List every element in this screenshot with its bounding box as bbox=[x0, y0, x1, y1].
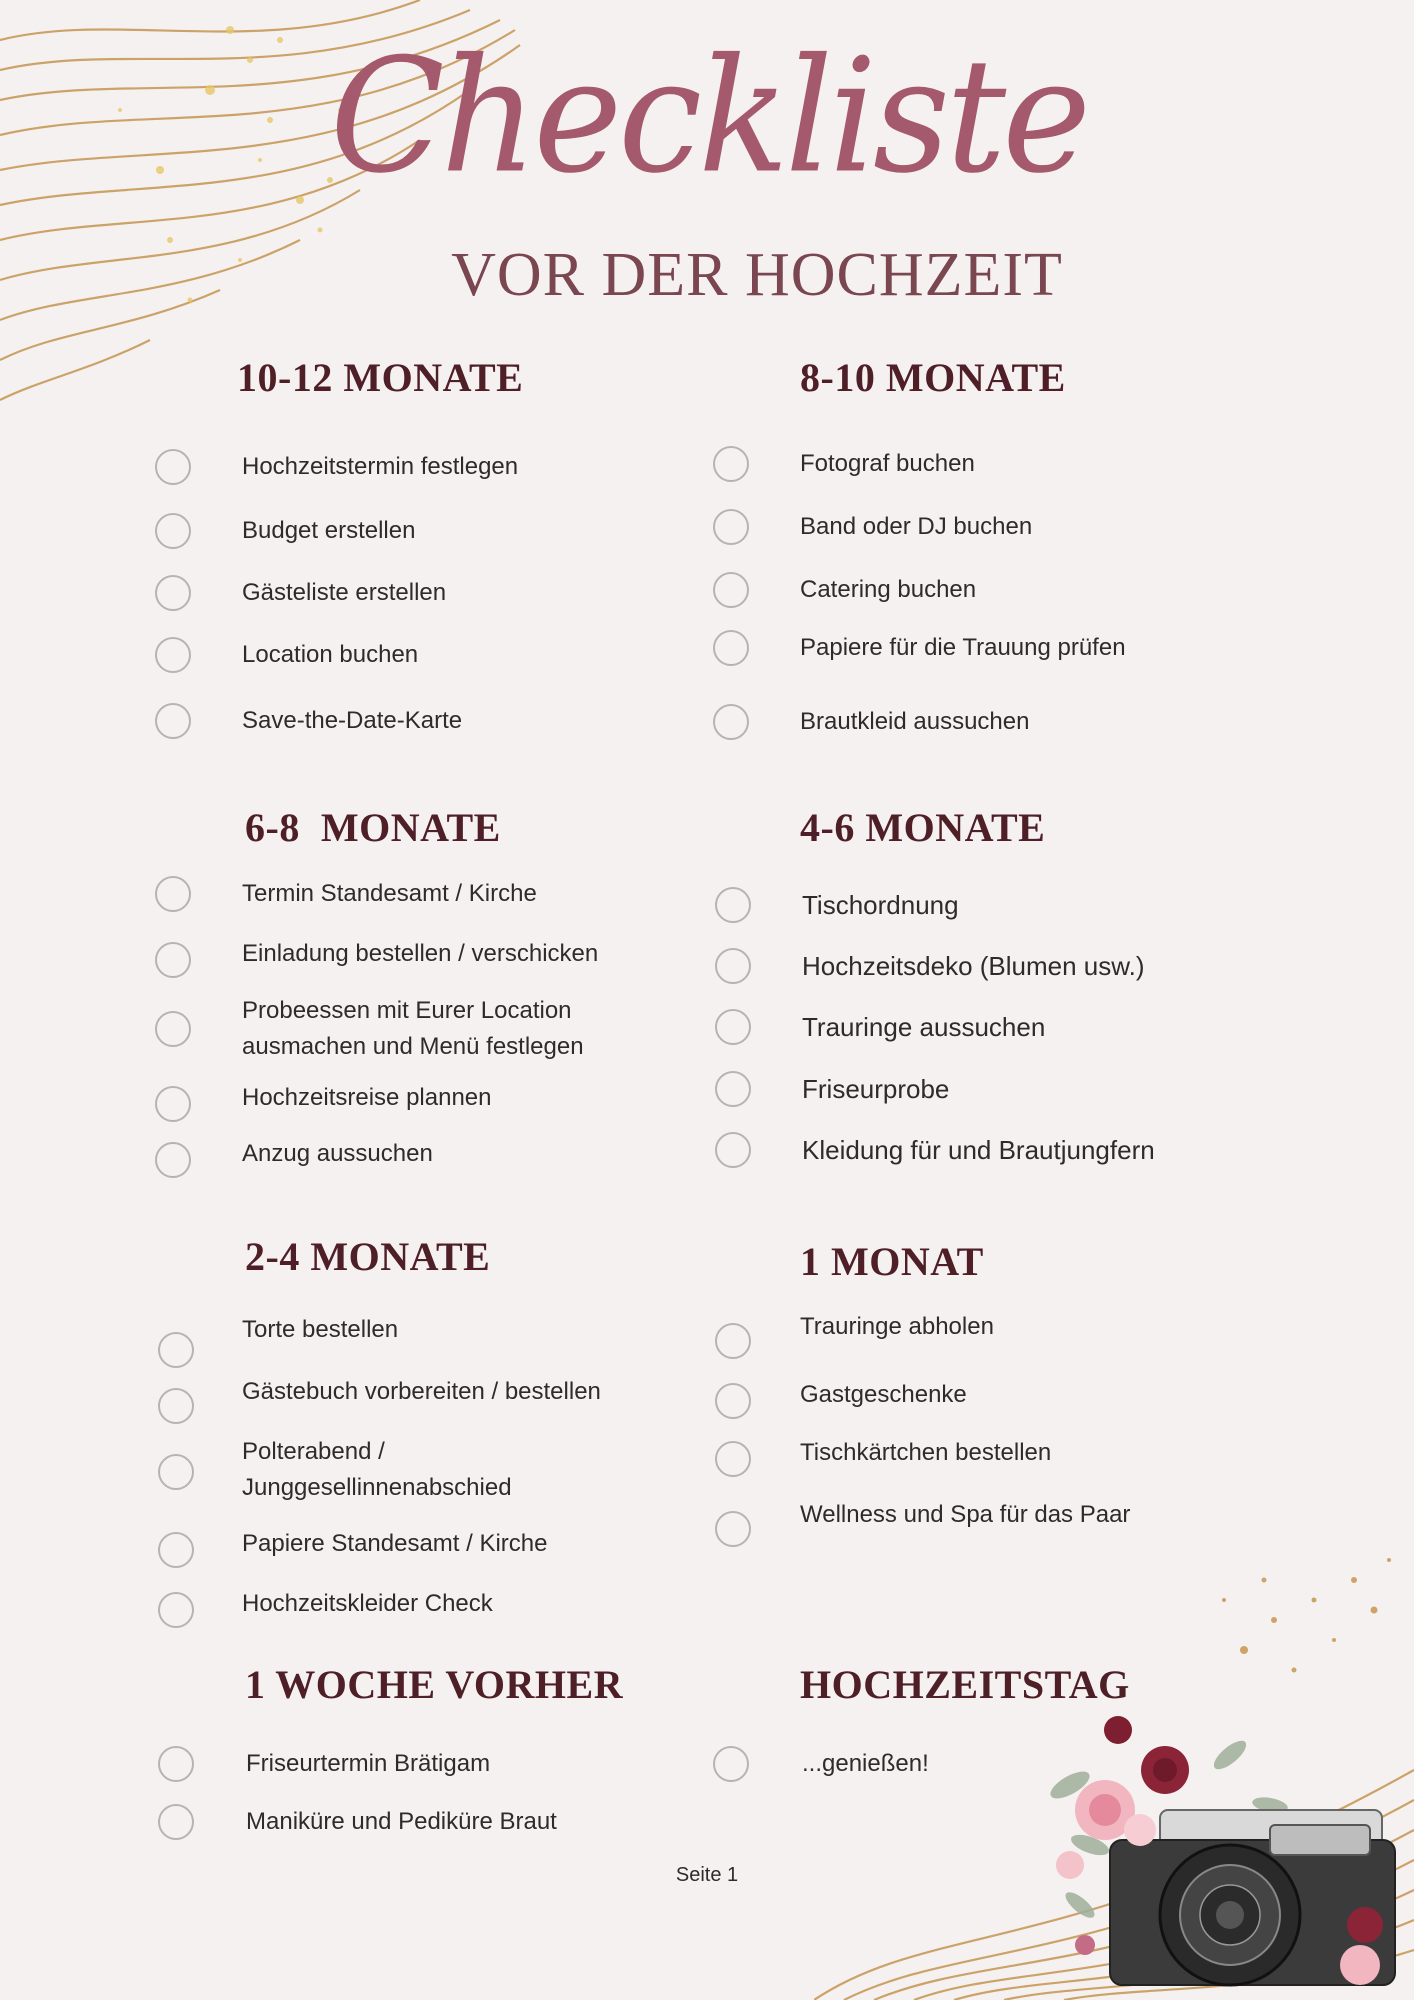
checklist-item[interactable] bbox=[158, 1530, 548, 1568]
item-label: Tischkärtchen bestellen bbox=[800, 1439, 1052, 1466]
section-1-monat bbox=[800, 1238, 984, 1285]
checklist-item[interactable] bbox=[713, 630, 1126, 666]
checklist-item[interactable] bbox=[155, 449, 519, 485]
checklist-item[interactable] bbox=[713, 446, 975, 482]
checkbox[interactable] bbox=[713, 1746, 749, 1782]
item-label: Kleidung für und Brautjungfern bbox=[802, 1135, 1155, 1165]
checklist-item[interactable] bbox=[155, 876, 537, 912]
checklist-item[interactable] bbox=[715, 1313, 994, 1359]
checklist-item[interactable] bbox=[155, 575, 447, 611]
page-title-script: Checkliste bbox=[330, 25, 1088, 209]
checkbox[interactable] bbox=[715, 1071, 751, 1107]
checkbox[interactable] bbox=[158, 1388, 194, 1424]
item-label: Band oder DJ buchen bbox=[800, 513, 1033, 540]
checkbox[interactable] bbox=[158, 1592, 194, 1628]
section-10-12-monate-items bbox=[155, 449, 675, 749]
checklist-item[interactable] bbox=[155, 997, 584, 1060]
item-label: Papiere für die Trauung prüfen bbox=[800, 634, 1126, 661]
checklist-item[interactable] bbox=[158, 1378, 601, 1424]
item-label: Friseurprobe bbox=[802, 1074, 950, 1104]
checkbox[interactable] bbox=[155, 1142, 191, 1178]
checkbox[interactable] bbox=[158, 1532, 194, 1568]
item-label: Anzug aussuchen bbox=[242, 1140, 433, 1167]
checklist-item[interactable] bbox=[158, 1804, 557, 1840]
section-8-10-monate bbox=[800, 354, 1066, 401]
checklist-item[interactable] bbox=[715, 1009, 1046, 1045]
checklist-item[interactable] bbox=[158, 1746, 491, 1782]
checkbox[interactable] bbox=[158, 1332, 194, 1368]
item-label: Tischordnung bbox=[802, 890, 959, 920]
item-label: Trauringe aussuchen bbox=[802, 1012, 1046, 1042]
checkbox[interactable] bbox=[155, 449, 191, 485]
checklist-item[interactable] bbox=[158, 1438, 512, 1501]
checklist-item[interactable] bbox=[158, 1316, 399, 1368]
checklist-item[interactable] bbox=[715, 1501, 1131, 1547]
checkbox[interactable] bbox=[715, 1511, 751, 1547]
item-label: Brautkleid aussuchen bbox=[800, 708, 1030, 735]
checkbox[interactable] bbox=[713, 509, 749, 545]
section-6-8-monate-items bbox=[155, 876, 715, 1196]
section-heading: 1 WOCHE VORHER bbox=[245, 1662, 624, 1707]
section-1-woche-vorher-items bbox=[158, 1746, 718, 1866]
section-10-12-monate bbox=[155, 354, 523, 401]
page-subtitle: VOR DER HOCHZEIT bbox=[451, 241, 1063, 309]
checklist-item[interactable] bbox=[713, 704, 1030, 740]
checklist-item[interactable] bbox=[715, 1439, 1052, 1477]
checklist-item[interactable] bbox=[715, 1381, 967, 1419]
section-8-10-monate-items bbox=[713, 446, 1273, 746]
section-1-monat-items bbox=[715, 1313, 1275, 1563]
checklist-item[interactable] bbox=[155, 703, 463, 739]
checkbox[interactable] bbox=[155, 942, 191, 978]
checkbox[interactable] bbox=[715, 1009, 751, 1045]
item-label: Polterabend / Junggesellinnenabschied bbox=[242, 1438, 512, 1501]
item-label: Trauringe abholen bbox=[800, 1313, 994, 1340]
checkbox[interactable] bbox=[158, 1804, 194, 1840]
page-number: Seite 1 bbox=[675, 1864, 739, 1886]
item-label: Hochzeitstermin festlegen bbox=[242, 453, 519, 480]
section-4-6-monate-items bbox=[715, 887, 1275, 1187]
checkbox[interactable] bbox=[715, 1323, 751, 1359]
item-label: Gästebuch vorbereiten / bestellen bbox=[242, 1378, 601, 1405]
item-label: Budget erstellen bbox=[242, 517, 416, 544]
checkbox[interactable] bbox=[158, 1746, 194, 1782]
item-label: Einladung bestellen / verschicken bbox=[242, 940, 599, 967]
checkbox[interactable] bbox=[715, 1441, 751, 1477]
item-label: Hochzeitskleider Check bbox=[242, 1590, 493, 1617]
section-2-4-monate bbox=[245, 1233, 490, 1280]
section-heading: 1 MONAT bbox=[800, 1239, 984, 1284]
item-label: Gastgeschenke bbox=[800, 1381, 967, 1408]
checkbox[interactable] bbox=[715, 1132, 751, 1168]
checklist-item[interactable] bbox=[715, 1132, 1155, 1168]
item-label: Probeessen mit Eurer Location ausmachen und Menü festlegen bbox=[242, 997, 584, 1060]
checkbox[interactable] bbox=[715, 1383, 751, 1419]
checkbox[interactable] bbox=[713, 704, 749, 740]
checkbox[interactable] bbox=[715, 887, 751, 923]
item-label: Hochzeitsreise plannen bbox=[242, 1084, 492, 1111]
checkbox[interactable] bbox=[713, 630, 749, 666]
checkbox[interactable] bbox=[155, 1011, 191, 1047]
section-1-woche-vorher bbox=[245, 1661, 623, 1708]
checklist-item[interactable] bbox=[155, 513, 416, 549]
checkbox[interactable] bbox=[155, 637, 191, 673]
item-label: Hochzeitsdeko (Blumen usw.) bbox=[802, 951, 1145, 981]
checkbox[interactable] bbox=[155, 575, 191, 611]
checklist-item[interactable] bbox=[155, 1084, 492, 1122]
checkbox[interactable] bbox=[158, 1454, 194, 1490]
item-label: Termin Standesamt / Kirche bbox=[242, 880, 537, 907]
checklist-item[interactable] bbox=[715, 948, 1145, 984]
checklist-item[interactable] bbox=[155, 637, 419, 673]
item-label: Gästeliste erstellen bbox=[242, 579, 447, 606]
checkbox[interactable] bbox=[155, 876, 191, 912]
checkbox[interactable] bbox=[713, 572, 749, 608]
item-label: Maniküre und Pediküre Braut bbox=[246, 1808, 557, 1835]
checklist-item[interactable] bbox=[713, 572, 977, 608]
checkbox[interactable] bbox=[715, 948, 751, 984]
camera-with-roses-illustration bbox=[1040, 1715, 1400, 1995]
item-label: Catering buchen bbox=[800, 576, 977, 603]
checkbox[interactable] bbox=[155, 1086, 191, 1122]
item-label: Location buchen bbox=[242, 641, 419, 668]
checklist-item[interactable] bbox=[713, 509, 1033, 545]
checklist-item[interactable] bbox=[158, 1590, 493, 1628]
checkbox[interactable] bbox=[713, 446, 749, 482]
checkbox[interactable] bbox=[155, 703, 191, 739]
item-label: Save-the-Date-Karte bbox=[242, 707, 463, 734]
checklist-item[interactable] bbox=[715, 887, 959, 923]
item-label: Papiere Standesamt / Kirche bbox=[242, 1530, 548, 1557]
item-label: Friseurtermin Brätigam bbox=[246, 1750, 491, 1777]
section-heading: 10-12 MONATE bbox=[237, 355, 524, 400]
item-label: Wellness und Spa für das Paar bbox=[800, 1501, 1131, 1528]
item-label: Fotograf buchen bbox=[800, 450, 975, 477]
section-heading: 8-10 MONATE bbox=[800, 355, 1066, 400]
section-heading: 6-8 MONATE bbox=[245, 805, 501, 850]
item-label: Torte bestellen bbox=[242, 1316, 399, 1343]
section-heading: 4-6 MONATE bbox=[800, 805, 1046, 850]
section-heading: 2-4 MONATE bbox=[245, 1234, 491, 1279]
checklist-item[interactable] bbox=[713, 1746, 929, 1782]
checklist-item[interactable] bbox=[155, 940, 599, 978]
checklist-item[interactable] bbox=[155, 1140, 433, 1178]
checkbox[interactable] bbox=[155, 513, 191, 549]
section-2-4-monate-items bbox=[158, 1316, 718, 1652]
section-heading: HOCHZEITSTAG bbox=[800, 1662, 1130, 1707]
item-label: ...genießen! bbox=[802, 1750, 929, 1777]
checklist-item[interactable] bbox=[715, 1071, 950, 1107]
section-6-8-monate bbox=[245, 804, 501, 851]
section-4-6-monate bbox=[800, 804, 1045, 851]
